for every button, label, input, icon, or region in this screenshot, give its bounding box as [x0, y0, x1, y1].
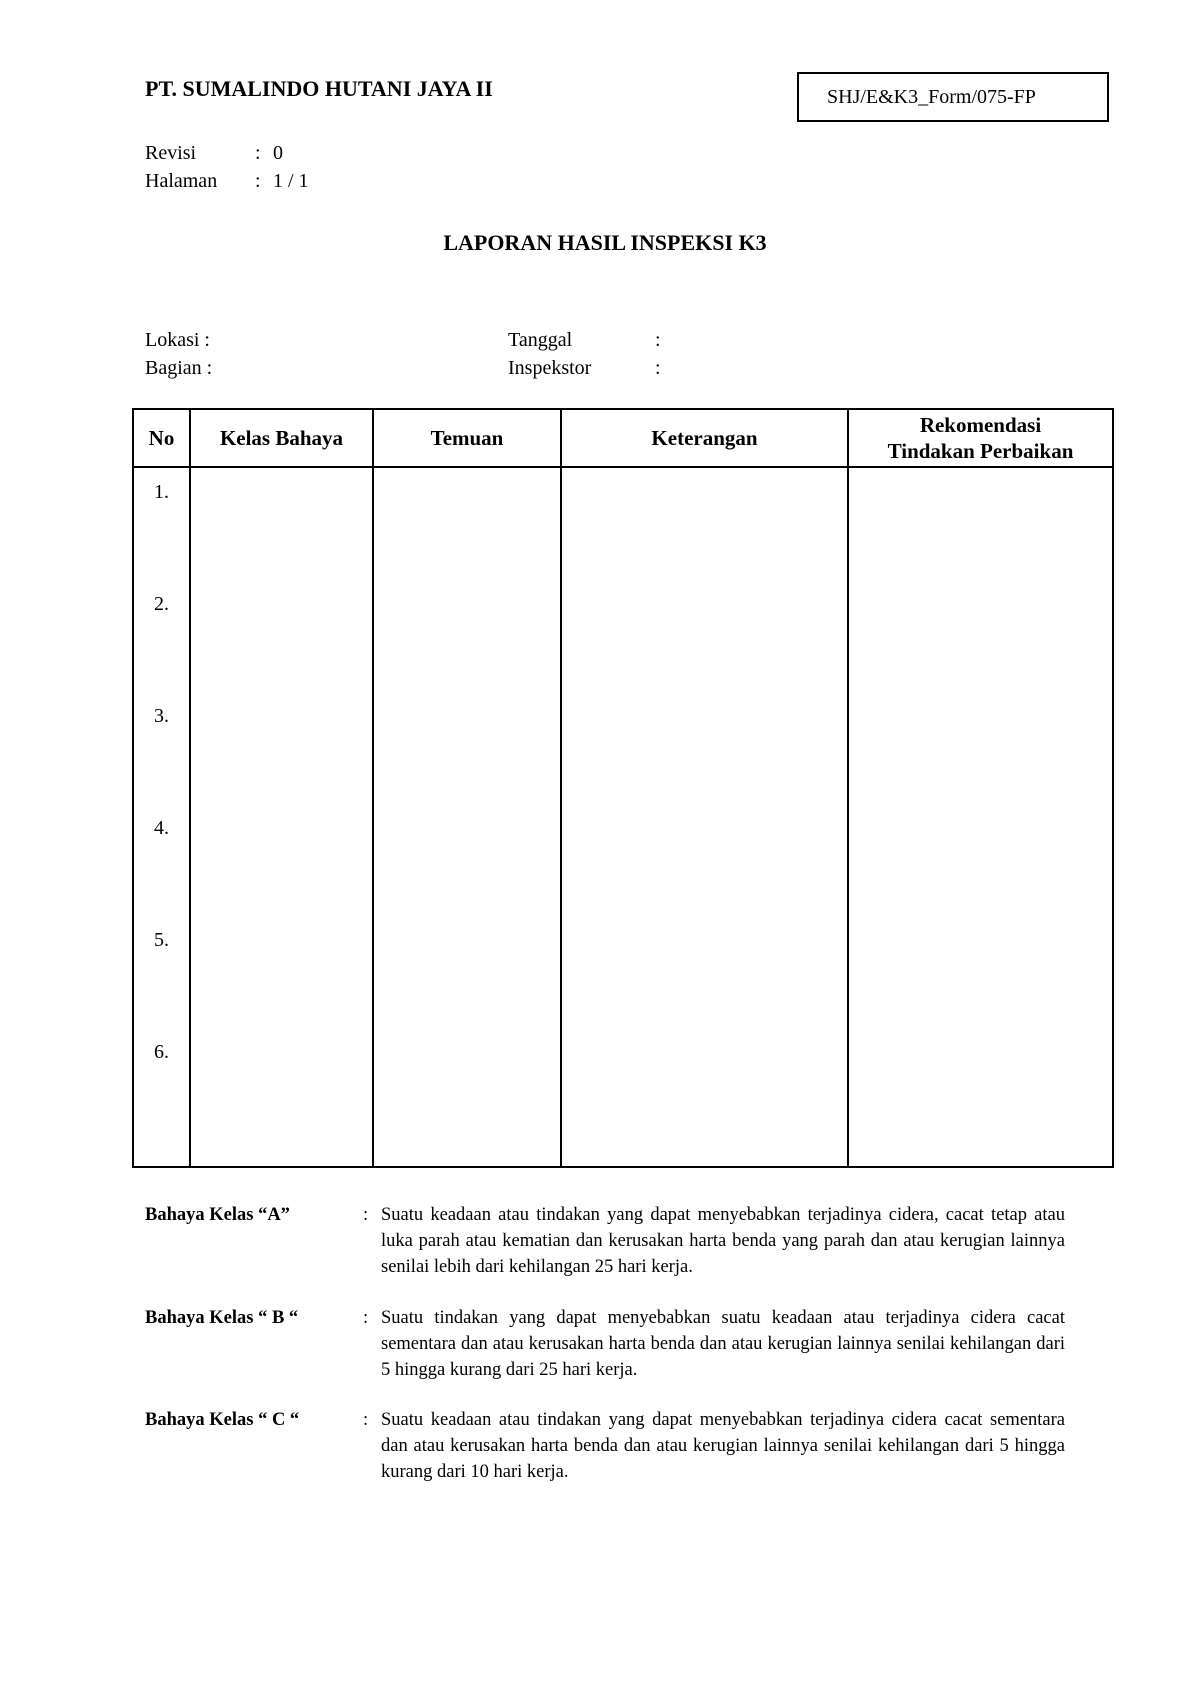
row-number-1: 1. — [154, 481, 169, 503]
halaman-colon: : — [255, 170, 261, 192]
row-number-5: 5. — [154, 929, 169, 951]
revisi-colon: : — [255, 142, 261, 164]
legend-desc-b: Suatu tindakan yang dapat menyebabkan suatu keadaan atau terjadinya cidera cacat sementara dan atau kerusakan harta benda dan atau kerugian lainnya senilai kehilangan dari 5 hingga kurang dari 25 hari kerja. — [381, 1308, 1065, 1380]
header-no: No — [133, 409, 190, 467]
halaman-row — [145, 167, 309, 195]
company-name: PT. SUMALINDO HUTANI JAYA II — [145, 76, 493, 101]
inspection-table — [132, 408, 1114, 1168]
revisi-value: 0 — [273, 142, 283, 164]
row-number-3: 3. — [154, 705, 169, 727]
row-number-2: 2. — [154, 593, 169, 615]
halaman-value: 1 / 1 — [273, 170, 309, 192]
legend-term-a: Bahaya Kelas “A” — [145, 1205, 290, 1225]
legend-term-b: Bahaya Kelas “ B “ — [145, 1308, 299, 1328]
table-header-row — [133, 409, 1113, 467]
header-kelas-bahaya: Kelas Bahaya — [190, 409, 373, 467]
no-cell — [133, 467, 190, 1167]
info-right — [508, 326, 661, 382]
report-title: LAPORAN HASIL INSPEKSI K3 — [443, 230, 767, 255]
bagian-label: Bagian : — [145, 357, 213, 379]
kelas-bahaya-cell[interactable] — [190, 467, 373, 1167]
inspektor-row — [508, 354, 661, 382]
revisi-row — [145, 139, 309, 167]
legend-term-c: Bahaya Kelas “ C “ — [145, 1410, 300, 1430]
row-number-4: 4. — [154, 817, 169, 839]
tanggal-colon: : — [655, 329, 661, 351]
legend-colon-c: : — [363, 1410, 369, 1430]
header-rekomendasi-line1: Rekomendasi — [919, 413, 1042, 437]
header-rekomendasi — [848, 409, 1113, 467]
temuan-cell[interactable] — [373, 467, 561, 1167]
lokasi-label: Lokasi : — [145, 329, 210, 351]
row-number-6: 6. — [154, 1041, 169, 1063]
table-body-row — [133, 467, 1113, 1167]
legend-colon-b: : — [363, 1308, 369, 1328]
inspektor-label: Inspekstor — [508, 357, 592, 379]
keterangan-cell[interactable] — [561, 467, 848, 1167]
header-keterangan: Keterangan — [561, 409, 848, 467]
header-rekomendasi-line2: Tindakan Perbaikan — [887, 439, 1074, 463]
rekomendasi-cell[interactable] — [848, 467, 1113, 1167]
inspektor-colon: : — [655, 357, 661, 379]
halaman-label: Halaman — [145, 170, 218, 192]
tanggal-label: Tanggal — [508, 329, 573, 351]
legend-desc-a: Suatu keadaan atau tindakan yang dapat menyebabkan terjadinya cidera, cacat tetap atau luka parah atau kematian dan kerusakan harta benda yang parah dan atau kerugian lainnya senilai lebih dari kehilangan 25 hari kerja. — [381, 1205, 1065, 1277]
tanggal-row — [508, 326, 661, 354]
header-temuan: Temuan — [373, 409, 561, 467]
form-code-box: SHJ/E&K3_Form/075-FP — [797, 72, 1109, 122]
info-left — [145, 326, 212, 382]
document-meta — [145, 139, 309, 195]
legend-desc-c: Suatu keadaan atau tindakan yang dapat menyebabkan terjadinya cidera cacat sementara dan atau kerusakan harta benda dan atau kerugian lainnya senilai kehilangan dari 5 hingga kurang dari 10 hari kerja. — [381, 1410, 1065, 1482]
legend-colon-a: : — [363, 1205, 369, 1225]
row-number-list — [134, 468, 189, 1140]
revisi-label: Revisi — [145, 142, 197, 164]
